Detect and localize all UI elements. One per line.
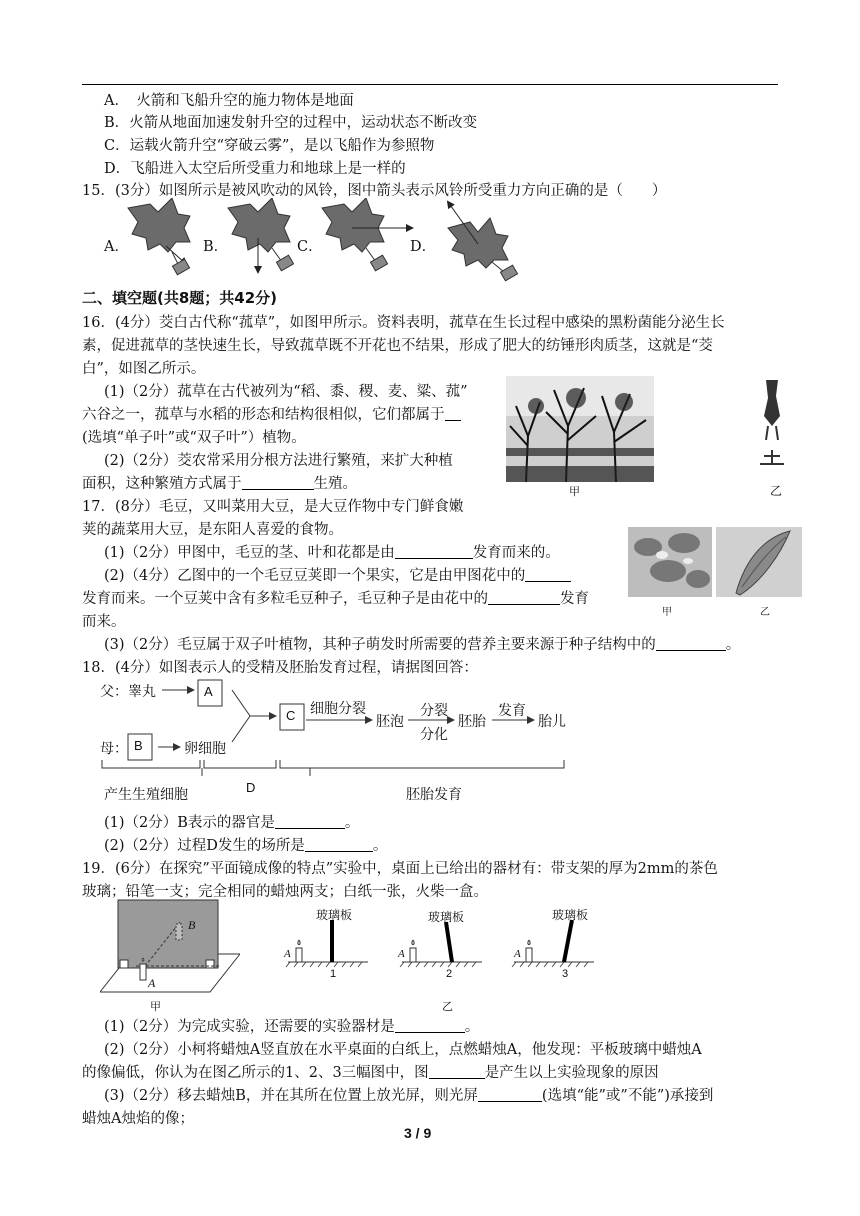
q19-candle-a-1: A	[284, 948, 291, 960]
q19-part3-text: (3)（2分）移去蜡烛B，并在其所在位置上放光屏，则光屏	[104, 1088, 478, 1104]
wind-chime-c	[322, 198, 412, 271]
q19-glass-label-1: 玻璃板	[316, 908, 353, 922]
wind-chime-b	[228, 198, 294, 272]
q19-part1-text: (1)（2分）为完成实验，还需要的实验器材是	[104, 1019, 395, 1035]
q19-fig-num-2: 2	[446, 968, 453, 980]
q18-gen-cells-label: 产生生殖细胞	[104, 787, 188, 803]
q16-part2-line-2	[82, 472, 357, 493]
q18-fenlie-label: 分裂	[420, 703, 448, 719]
q15-label-a: A．	[104, 239, 129, 255]
wind-chime-d	[448, 202, 518, 281]
q19-fig-num-1: 1	[330, 968, 337, 980]
q17-answer-2-blank[interactable]	[525, 567, 571, 582]
q14-option-a: A． 火箭和飞船升空的施力物体是地面	[104, 93, 354, 109]
q16-line-1: 16．(4分）茭白古代称“菰草”，如图甲所示。资料表明，菰草在生长过程中感染的黑粉菌能分泌生长	[82, 315, 725, 331]
q18-stem: 18．(4分）如图表示人的受精及胚胎发育过程，请据图回答：	[82, 660, 478, 676]
wind-chime-a	[128, 198, 190, 275]
q19-answer-1-blank[interactable]	[395, 1018, 465, 1033]
q19-figure-yi	[276, 906, 616, 1014]
q17-part3-end: 。	[725, 637, 741, 653]
q15-label-b: B．	[203, 239, 229, 255]
q17-part1-end: 发育而来的。	[472, 545, 560, 561]
q17-photo-jia-label: 甲	[662, 607, 672, 618]
q16-photo-jia-label: 甲	[569, 485, 580, 498]
q14-option-b: B．火箭从地面加速发射升空的过程中，运动状态不断改变	[104, 115, 478, 131]
q17-answer-3-blank[interactable]	[488, 590, 560, 605]
q18-egg-label: 卵细胞	[184, 741, 226, 757]
q16-line-3: 白”，如图乙所示。	[82, 361, 206, 377]
q15-stem: 15．(3分）如图所示是被风吹动的风铃，图中箭头表示风铃所受重力方向正确的是（ ）	[82, 183, 667, 199]
q19-answer-3-blank[interactable]	[478, 1087, 542, 1102]
q16-part1-line-3: (选填“单子叶”或“双子叶”）植物。	[82, 430, 306, 446]
q19-part3-text-end: (选填“能”或”不能”)承接到	[541, 1088, 714, 1104]
q17-line-1: 17．(8分）毛豆，又叫菜用大豆，是大豆作物中专门鲜食嫩	[82, 499, 464, 515]
q19-line-1: 19．(6分）在探究”平面镜成像的特点”实验中，桌面上已给出的器材有：带支架的厚为2mm的茶色	[82, 861, 718, 877]
q18-part1	[104, 811, 359, 832]
q19-candle-a-2: A	[398, 948, 405, 960]
q17-part3-text: (3)（2分）毛豆属于双子叶植物，其种子萌发时所需要的营养主要来源于种子结构中的	[104, 637, 656, 653]
q19-part1-end: 。	[464, 1019, 480, 1035]
q16-line-2: 素，促进菰草的茎快速生长，导致菰草既不开花也不结果，形成了肥大的纺锤形肉质茎，这就是“茭	[82, 338, 713, 354]
q19-fig-jia-a: A	[148, 976, 156, 990]
q19-part3-line-1	[104, 1084, 713, 1105]
q18-fayu-label: 发育	[498, 703, 526, 719]
q16-answer-2-blank[interactable]	[242, 475, 314, 490]
q17-part1-text: (1)（2分）甲图中，毛豆的茎、叶和花都是由	[104, 545, 395, 561]
q18-cell-division-label: 细胞分裂	[310, 701, 366, 717]
q15-label-c: C．	[297, 239, 323, 255]
q17-part2-text-2-end: 发育	[560, 591, 589, 607]
q18-box-a: A	[204, 684, 213, 699]
q17-part2-line-3: 而来。	[82, 614, 126, 630]
q18-fenhua-label: 分化	[420, 727, 448, 743]
q19-figure-jia	[100, 898, 240, 1014]
q17-photo-yi	[716, 527, 802, 597]
q18-part2-end: 。	[372, 838, 388, 854]
q18-part1-text: (1)（2分）B表示的器官是	[104, 815, 275, 831]
q16-part2-text: 面积，这种繁殖方式属于	[82, 476, 242, 492]
q17-part2-text-2: 发育而来。一个豆荚中含有多粒毛豆种子，毛豆种子是由花中的	[82, 591, 488, 607]
q16-part1-line-1: (1)（2分）菰草在古代被列为“稻、黍、稷、麦、粱、菰”	[104, 384, 468, 400]
q19-part2-line-2	[82, 1061, 659, 1082]
q18-part2-text: (2)（2分）过程D发生的场所是	[104, 838, 305, 854]
q19-part2-text: 的像偏低，你认为在图乙所示的1、2、3三幅图中，图	[82, 1065, 429, 1081]
section-2-heading: 二、填空题(共8题；共42分)	[82, 289, 278, 307]
q16-photo-jia	[506, 376, 654, 482]
q14-option-c: C．运载火箭升空“穿破云雾”，是以飞船作为参照物	[104, 138, 435, 154]
q19-glass-label-3: 玻璃板	[552, 908, 589, 922]
q19-part2-line-1: (2)（2分）小柯将蜡烛A竖直放在水平桌面的白纸上，点燃蜡烛A，他发现：平板玻璃中蜡烛A	[104, 1042, 702, 1058]
q19-fig-num-3: 3	[562, 968, 569, 980]
q14-option-d: D．飞船进入太空后所受重力和地球上是一样的	[104, 161, 406, 177]
q19-fig-jia-label: 甲	[150, 1000, 161, 1013]
q18-blastocyst-label: 胚泡	[376, 714, 404, 730]
wind-chime-figures	[120, 198, 540, 286]
q17-part2-text: (2)（4分）乙图中的一个毛豆豆荚即一个果实，它是由甲图花中的	[104, 568, 526, 584]
q18-answer-1-blank[interactable]	[275, 814, 345, 829]
q17-photo-jia	[628, 527, 712, 597]
q15-label-d: D．	[410, 239, 437, 255]
q19-part3-line-2: 蜡烛A烛焰的像；	[82, 1111, 194, 1127]
q19-fig-jia-b: B	[188, 918, 196, 932]
q18-embryo-label: 胚胎	[458, 714, 486, 730]
q18-part2	[104, 834, 387, 855]
q16-part2-text-end: 生殖。	[313, 476, 357, 492]
q18-embryo-dev-label: 胚胎发育	[406, 787, 462, 803]
q19-part2-text-end: 是产生以上实验现象的原因	[484, 1065, 659, 1081]
q18-father-label: 父：睾丸	[100, 684, 156, 700]
page-number: 3 / 9	[404, 1125, 432, 1141]
q16-photo-yi	[752, 376, 792, 476]
q17-part1	[104, 541, 560, 562]
q18-mother-label: 母：	[100, 741, 128, 757]
q18-part1-end: 。	[344, 815, 360, 831]
q17-part2-line-2	[82, 587, 589, 608]
q19-line-2: 玻璃；铅笔一支；完全相同的蜡烛两支；白纸一张，火柴一盒。	[82, 884, 488, 900]
q17-answer-4-blank[interactable]	[656, 636, 726, 651]
q16-part1-text: 六谷之一，菰草与水稻的形态和结构很相似，它们都属于	[82, 407, 445, 423]
q18-box-c: C	[286, 708, 296, 723]
q17-answer-1-blank[interactable]	[395, 544, 473, 559]
q18-process-d-label: D	[246, 780, 256, 795]
q17-line-2: 荚的蔬菜用大豆，是东阳人喜爱的食物。	[82, 522, 343, 538]
q16-part2-line-1: (2)（2分）茭农常采用分根方法进行繁殖，来扩大种植	[104, 453, 453, 469]
q19-fig-yi-label: 乙	[442, 1000, 453, 1013]
q19-answer-2-blank[interactable]	[429, 1064, 485, 1079]
q17-photo-yi-label: 乙	[760, 607, 770, 618]
q17-part3	[104, 633, 740, 654]
q16-part1-line-2	[82, 403, 461, 424]
q18-answer-2-blank[interactable]	[305, 837, 373, 852]
q18-fertilization-diagram	[100, 676, 580, 806]
q18-box-b: B	[134, 738, 143, 753]
q17-part2	[104, 564, 571, 585]
q16-answer-1-blank[interactable]	[445, 406, 461, 421]
q19-part1	[104, 1015, 479, 1036]
q18-fetus-label: 胎儿	[538, 714, 566, 730]
q19-glass-label-2: 玻璃板	[428, 910, 465, 924]
q19-candle-a-3: A	[514, 948, 521, 960]
header-rule	[82, 84, 778, 85]
q16-photo-yi-label: 乙	[770, 484, 783, 498]
